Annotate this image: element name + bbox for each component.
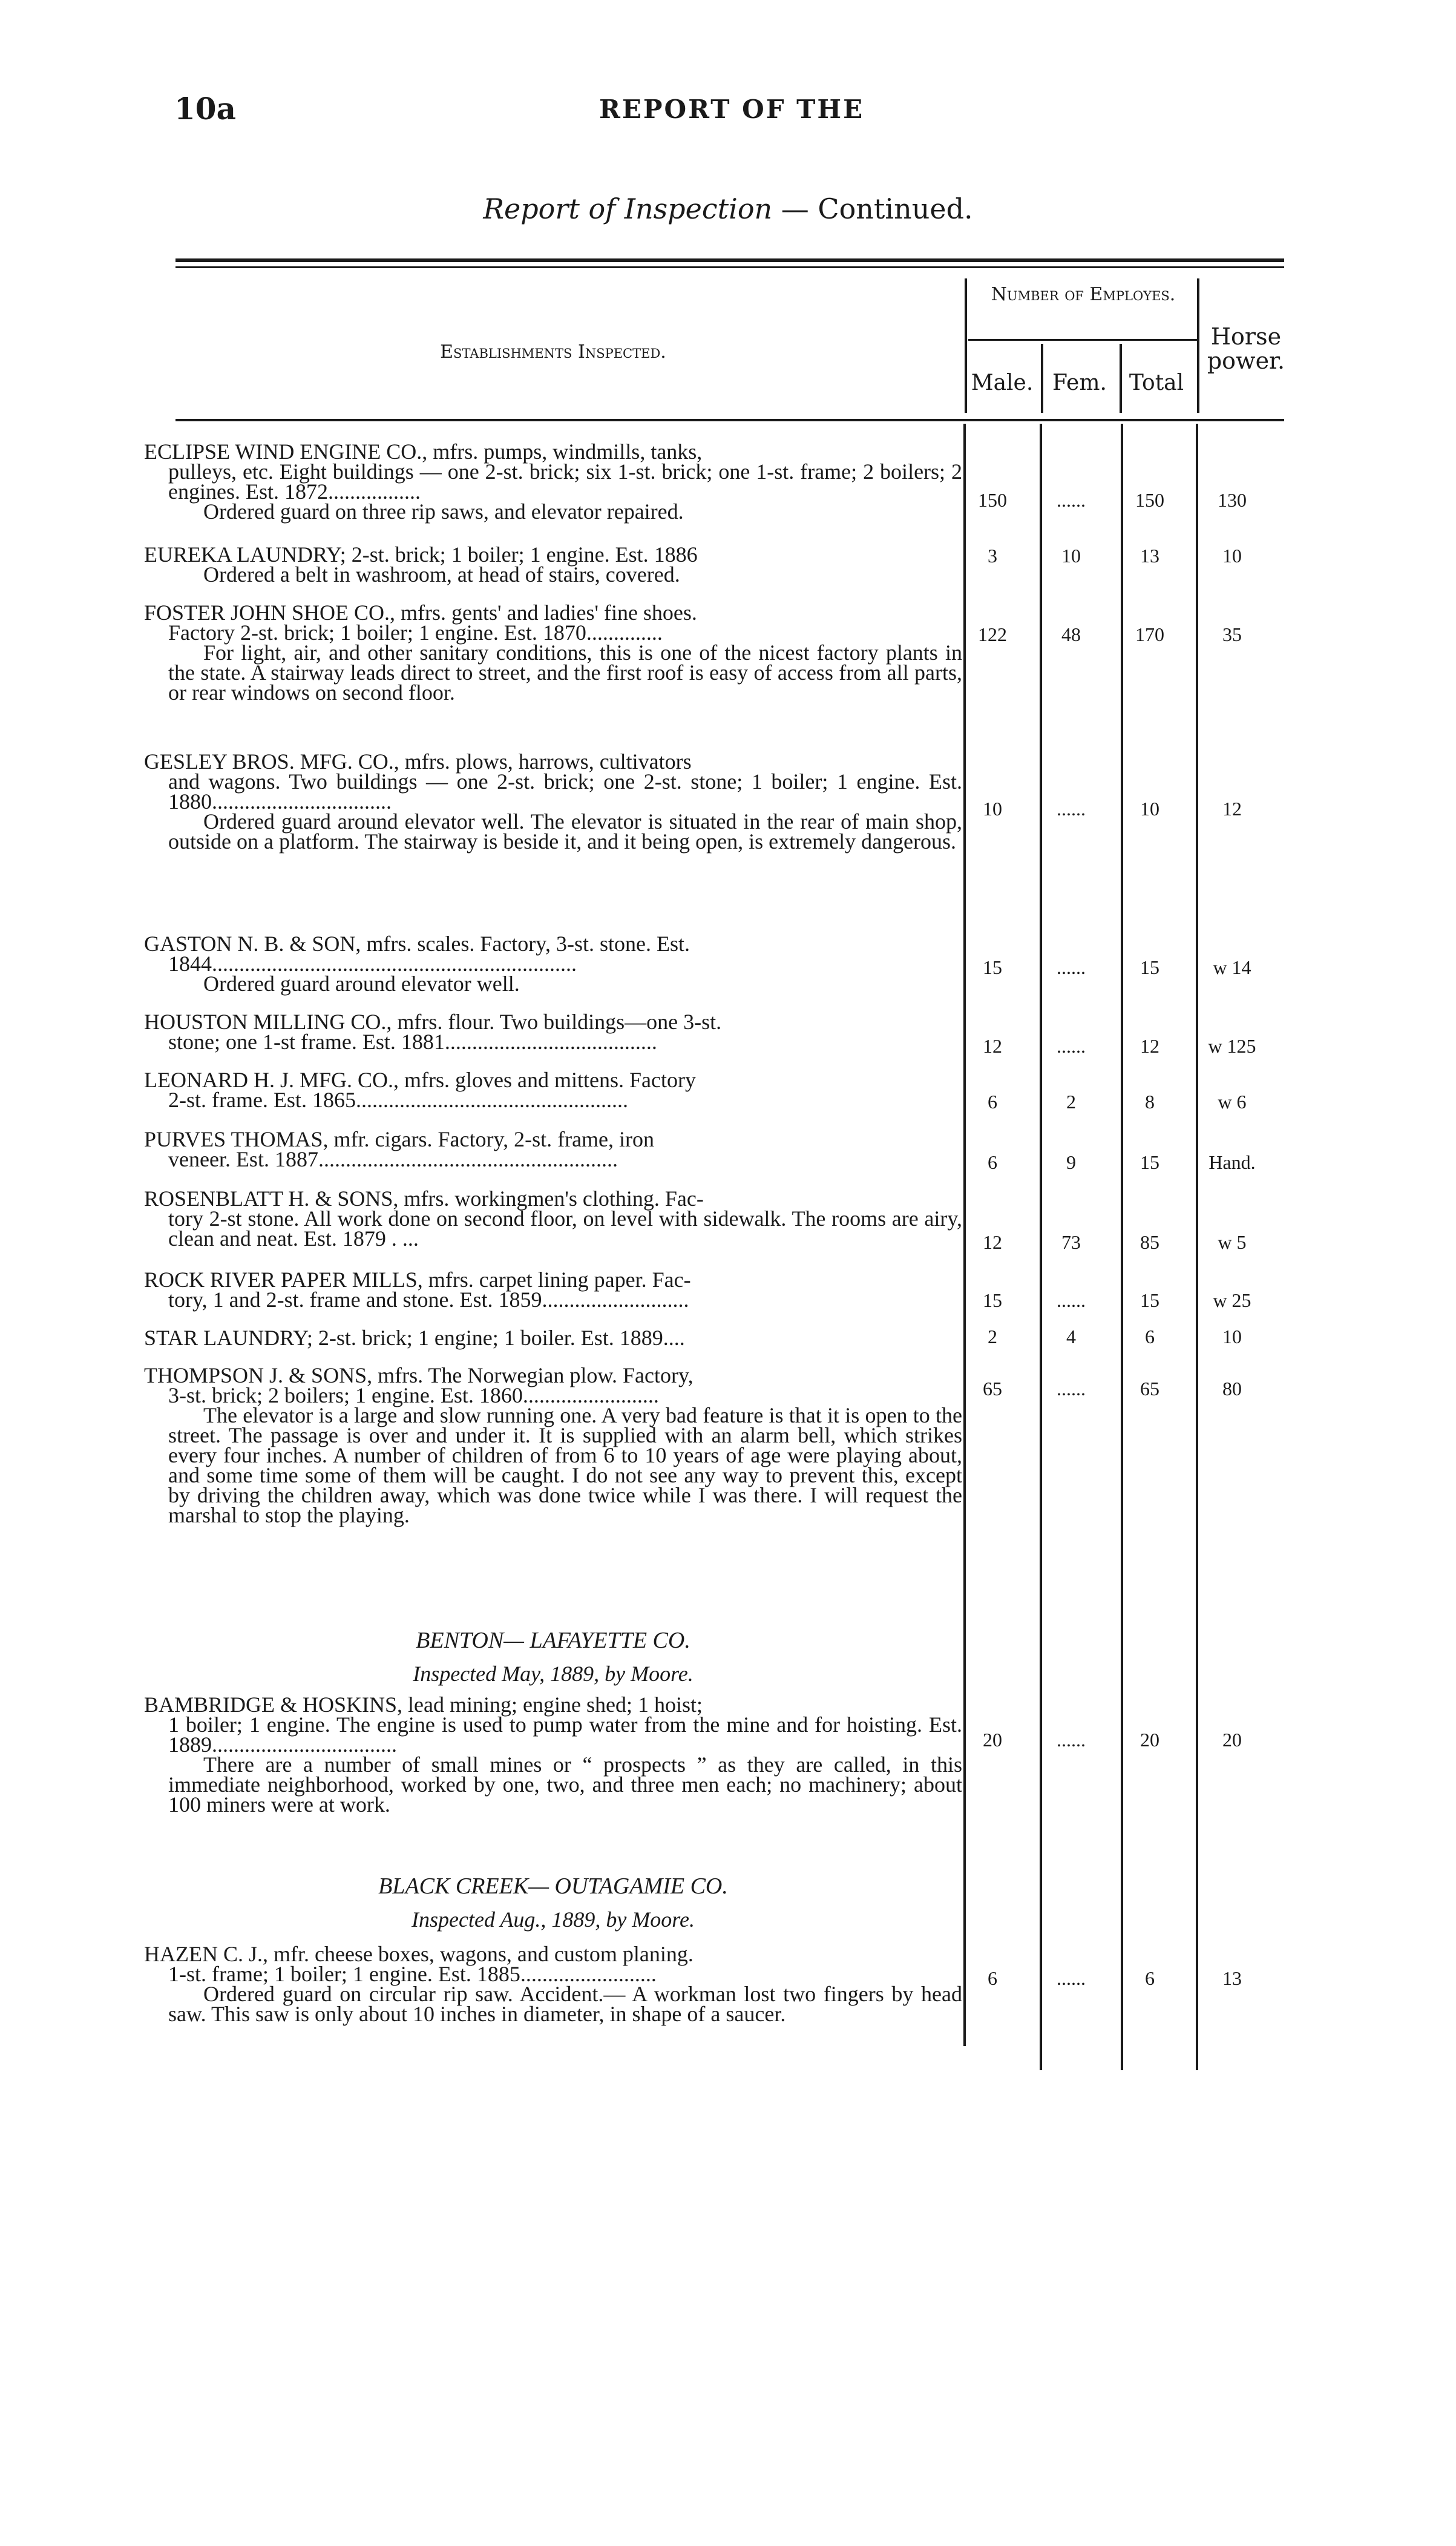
female-count: 48 <box>1061 623 1081 645</box>
hdr-vline-3 <box>1120 344 1122 413</box>
male-count: 12 <box>983 1035 1002 1057</box>
entry-rosenblatt <box>144 1186 962 1251</box>
entry-body: tory, 1 and 2-st. frame and stone. Est. 1859........................... <box>168 1288 689 1312</box>
male-count: 10 <box>983 798 1002 820</box>
male-count: 15 <box>983 1289 1002 1311</box>
entry-gesley <box>144 749 962 854</box>
total-count: 6 <box>1145 1967 1155 1989</box>
col-male: Male. <box>971 370 1034 395</box>
entry-name: HAZEN C. J., mfr. cheese boxes, wagons, and custom planing. <box>144 1942 694 1966</box>
entry-body: 3-st. brick; 2 boilers; 1 engine. Est. 1860......................... <box>168 1383 659 1407</box>
horse-power: w 125 <box>1208 1035 1256 1057</box>
entry-body: veneer. Est. 1887....................................................... <box>168 1147 618 1171</box>
male-count: 3 <box>988 545 997 567</box>
entry-star-laundry <box>144 1328 962 1348</box>
male-count: 15 <box>983 956 1002 978</box>
female-count: 9 <box>1066 1151 1076 1173</box>
entry-name: FOSTER JOHN SHOE CO., mfrs. gents' and ladies' fine shoes. <box>144 600 697 625</box>
entry-name: LEONARD H. J. MFG. CO., mfrs. gloves and mittens. Factory <box>144 1068 696 1092</box>
entry-note: The elevator is a large and slow running one. A very bad feature is that it is open to the street. The passage is over and under it. It is supplied with an alarm bell, which strikes every four inches. A number of children of from 6 to 10 years of age were playing about, and some time some of them will be caught. I do not see any way to prevent this, except by driving the children away, which was done twice while I was there. I will request the marshal to stop the playing. <box>168 1403 962 1527</box>
entry-eureka <box>144 542 962 587</box>
entry-name: BAMBRIDGE & HOSKINS, lead mining; engine shed; 1 hoist; <box>144 1692 703 1717</box>
horse-power: 10 <box>1222 545 1242 567</box>
female-count: 4 <box>1066 1326 1076 1347</box>
hdr-vline-1 <box>965 278 967 413</box>
entry-gaston <box>144 934 962 994</box>
total-count: 150 <box>1135 489 1164 511</box>
section-subtitle-black-creek: Inspected Aug., 1889, by Moore. <box>412 1907 695 1932</box>
col-fem: Fem. <box>1052 370 1107 395</box>
total-count: 15 <box>1140 956 1159 978</box>
entry-note: Ordered guard on circular rip saw. Accident.— A workman lost two fingers by head saw. This saw is only about 10 inches in diameter, in shape of a saucer. <box>168 1982 962 2026</box>
male-count: 2 <box>988 1326 997 1347</box>
horse-power: 80 <box>1222 1378 1242 1400</box>
entry-note: Ordered guard around elevator well. The elevator is situated in the rear of main shop, outside on a platform. The stairway is beside it, and it being open, is extremely dangerous. <box>168 809 962 854</box>
female-count: 73 <box>1061 1231 1081 1253</box>
male-count: 65 <box>983 1378 1002 1400</box>
entry-name: STAR LAUNDRY; 2-st. brick; 1 engine; 1 boiler. Est. 1889.... <box>144 1326 685 1350</box>
total-count: 85 <box>1140 1231 1159 1253</box>
female-count: 10 <box>1061 545 1081 567</box>
page-number: 10a <box>174 91 236 127</box>
entry-body: pulleys, etc. Eight buildings — one 2-st. brick; six 1-st. brick; one 1-st. frame; 2 boilers; 2 engines. Est. 1872................. <box>168 459 962 504</box>
section-title-benton: BENTON— LAFAYETTE CO. <box>416 1628 690 1653</box>
total-count: 8 <box>1145 1091 1155 1113</box>
total-count: 65 <box>1140 1378 1159 1400</box>
horse-power: w 25 <box>1213 1289 1251 1311</box>
header-bottom-rule <box>175 419 1284 421</box>
table-caption <box>0 192 1456 225</box>
horse-power: Hand. <box>1208 1151 1256 1173</box>
female-count: ...... <box>1057 1035 1086 1057</box>
hdr-vline-4 <box>1197 278 1199 413</box>
entry-thompson <box>144 1363 962 1527</box>
horse-power: 130 <box>1218 489 1247 511</box>
col-total: Total <box>1129 370 1184 395</box>
entry-body: 2-st. frame. Est. 1865.................................................. <box>168 1088 628 1112</box>
total-count: 170 <box>1135 623 1164 645</box>
running-head: REPORT OF THE <box>599 94 865 124</box>
horse-power: w 5 <box>1218 1231 1247 1253</box>
male-count: 6 <box>988 1151 997 1173</box>
section-title-black-creek: BLACK CREEK— OUTAGAMIE CO. <box>378 1873 728 1899</box>
male-count: 6 <box>988 1091 997 1113</box>
col-horse-power: Horse power. <box>1207 323 1285 374</box>
col-establishments: Establishments Inspected. <box>440 341 666 363</box>
entry-name: ROCK RIVER PAPER MILLS, mfrs. carpet lining paper. Fac- <box>144 1268 691 1292</box>
entry-name: GASTON N. B. & SON, mfrs. scales. Factory, 3-st. stone. Est. <box>144 932 690 956</box>
female-count: ...... <box>1057 1967 1086 1989</box>
female-count: ...... <box>1057 798 1086 820</box>
entry-body: 1 boiler; 1 engine. The engine is used to pump water from the mine and for hoisting. Est. 1889.................................. <box>168 1712 962 1757</box>
entry-body: and wagons. Two buildings — one 2-st. brick; one 2-st. stone; 1 boiler; 1 engine. Est. 1880................................. <box>168 769 962 814</box>
caption-italic: Report of Inspection <box>483 192 773 225</box>
male-count: 150 <box>978 489 1007 511</box>
entry-note: Ordered a belt in washroom, at head of stairs, covered. <box>203 562 680 587</box>
entry-note: For light, air, and other sanitary conditions, this is one of the nicest factory plants in the state. A stairway leads direct to street, and the first roof is easy of access from all parts, or rear windows on second floor. <box>168 640 962 705</box>
entry-body: 1-st. frame; 1 boiler; 1 engine. Est. 1885......................... <box>168 1962 657 1986</box>
entry-name: ECLIPSE WIND ENGINE CO., mfrs. pumps, windmills, tanks, <box>144 439 703 464</box>
employees-underline <box>968 339 1198 341</box>
entry-leonard <box>144 1070 962 1110</box>
male-count: 6 <box>988 1967 997 1989</box>
caption-rest: — Continued. <box>772 192 973 225</box>
entry-body: 1844................................................................... <box>168 952 577 976</box>
female-count: ...... <box>1057 1729 1086 1751</box>
male-count: 122 <box>978 623 1007 645</box>
entry-hazen <box>144 1944 962 2024</box>
top-rule-thin <box>175 266 1284 268</box>
total-count: 20 <box>1140 1729 1159 1751</box>
entry-name: GESLEY BROS. MFG. CO., mfrs. plows, harrows, cultivators <box>144 749 692 774</box>
female-count: 2 <box>1066 1091 1076 1113</box>
horse-power: 35 <box>1222 623 1242 645</box>
male-count: 20 <box>983 1729 1002 1751</box>
horse-power: w 14 <box>1213 956 1251 978</box>
horse-power: w 6 <box>1218 1091 1247 1113</box>
entry-name: PURVES THOMAS, mfr. cigars. Factory, 2-st. frame, iron <box>144 1127 655 1151</box>
total-count: 6 <box>1145 1326 1155 1347</box>
horse-power: 20 <box>1222 1729 1242 1751</box>
entry-houston <box>144 1012 962 1052</box>
col-employees: Number of Employes. <box>991 284 1176 305</box>
entry-name: ROSENBLATT H. & SONS, mfrs. workingmen's clothing. Fac- <box>144 1186 704 1211</box>
entry-name: THOMPSON J. & SONS, mfrs. The Norwegian plow. Factory, <box>144 1363 694 1387</box>
entry-body: stone; one 1-st frame. Est. 1881....................................... <box>168 1030 657 1054</box>
entry-name: HOUSTON MILLING CO., mfrs. flour. Two buildings—one 3-st. <box>144 1010 722 1034</box>
female-count: ...... <box>1057 1378 1086 1400</box>
entry-note: There are a number of small mines or “ prospects ” as they are called, in this immediate neighborhood, worked by one, two, and three men each; no machinery; about 100 miners were at work. <box>168 1752 962 1817</box>
total-count: 10 <box>1140 798 1159 820</box>
entry-note: Ordered guard around elevator well. <box>203 972 520 996</box>
entry-bambridge <box>144 1692 962 1817</box>
horse-power: 10 <box>1222 1326 1242 1347</box>
entry-purves <box>144 1127 962 1171</box>
female-count: ...... <box>1057 489 1086 511</box>
top-rule-thick <box>175 258 1284 262</box>
female-count: ...... <box>1057 956 1086 978</box>
entry-foster <box>144 600 962 705</box>
female-count: ...... <box>1057 1289 1086 1311</box>
entry-eclipse <box>144 439 962 524</box>
hdr-vline-2 <box>1041 344 1043 413</box>
total-count: 12 <box>1140 1035 1159 1057</box>
male-count: 12 <box>983 1231 1002 1253</box>
section-subtitle-benton: Inspected May, 1889, by Moore. <box>413 1662 694 1686</box>
entry-body: tory 2-st stone. All work done on second floor, on level with sidewalk. The rooms are airy, clean and neat. Est. 1879 . ... <box>168 1206 962 1251</box>
total-count: 15 <box>1140 1151 1159 1173</box>
entry-note: Ordered guard on three rip saws, and elevator repaired. <box>203 499 684 524</box>
horse-power: 13 <box>1222 1967 1242 1989</box>
total-count: 13 <box>1140 545 1159 567</box>
entry-body: Factory 2-st. brick; 1 boiler; 1 engine. Est. 1870.............. <box>168 620 663 645</box>
entry-rock-river <box>144 1270 962 1310</box>
entry-name: EUREKA LAUNDRY; 2-st. brick; 1 boiler; 1 engine. Est. 1886 <box>144 542 698 567</box>
total-count: 15 <box>1140 1289 1159 1311</box>
horse-power: 12 <box>1222 798 1242 820</box>
